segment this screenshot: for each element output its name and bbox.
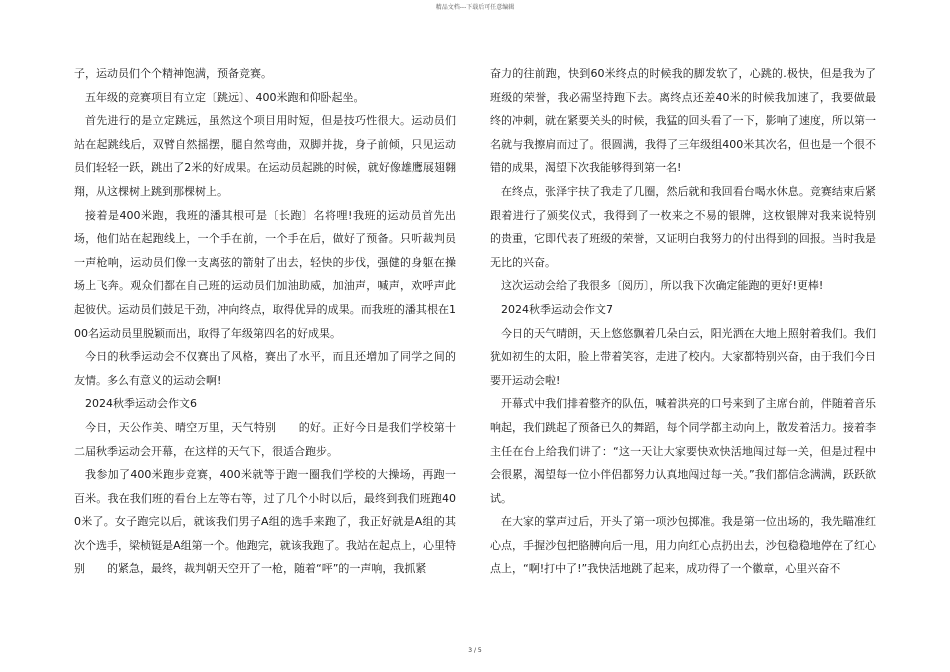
- paragraph: 在终点，张泽宇扶了我走了几圈，然后就和我回看台喝水休息。竞赛结束后紧跟着进行了颁奖仪式，我得到了一枚来之不易的银牌，这枚银牌对我来说特别 的贵重，它即代表了班级的荣誉，又证明白我努力的付出得到的回报。当时我是无比的兴奋。: [490, 184, 898, 269]
- page-number: 3 / 5: [468, 647, 482, 654]
- section-heading: 2024秋季运动会作文7: [501, 302, 613, 316]
- paragraph: 我参加了400米跑步竞赛，400米就等于跑一圈我们学校的大操场，再跑一百米。我在我们班的看台上左等右等，过了几个小时以后，最终到我们班跑400米了。女子跑完以后，就该我们男子A组的选手来跑了，我正好就是A组的其次个选手，梁桢铤是A组第一个。他跑完，就该我跑了。我站在起点上，心里特别 的紧急，最终，裁判朝天空开了一枪，随着“呯”的一声响，我抓紧: [74, 468, 456, 576]
- left-column: [74, 62, 456, 581]
- paragraph: 五年级的竞赛项目有立定〔跳远〕、400米跑和仰卧起坐。: [85, 90, 365, 104]
- page-header: 精品文档---下载后可任意编辑: [435, 4, 515, 11]
- paragraph: 今日，天公作美、晴空万里，天气特别 的好。正好今日是我们学校第十二届秋季运动会开幕，在这样的天气下，很适合跑步。: [74, 420, 456, 458]
- paragraph: 奋力的往前跑，快到60米终点的时候我的脚发软了，心跳的.极快，但是我为了班级的荣誉，我必需坚持跑下去。离终点还差40米的时候我加速了，我要做最终的冲刺，就在紧要关头的时候，我猛的回头看了一下，影响了速度，所以第一名就与我擦肩而过了。很圆满，我得了三年级组400米其次名，但也是一个很不错的成果，渴望下次我能够得到第一名!: [490, 67, 876, 175]
- right-column: [490, 62, 898, 581]
- paragraph: 子，运动员们个个精神饱满，预备竞赛。: [74, 67, 272, 80]
- paragraph: 今日的天气晴朗，天上悠悠飘着几朵白云，阳光洒在大地上照射着我们。我们犹如初生的太阳，脸上带着笑容，走进了校内。大家都特别兴奋，由于我们今日要开运动会啦!: [490, 326, 876, 387]
- paragraph: 首先进行的是立定跳远，虽然这个项目用时短，但是技巧性很大。运动员们站在起跳线后，双臂自然摇摆，腿自然弯曲，双脚并拢，身子前倾，只见运动员们轻轻一跃，跳出了2米的好成果。在运动员起跳的时候，就好像雄鹰展翅翱翔，从这棵树上跳到那棵树上。: [74, 114, 456, 198]
- paragraph: 今日的秋季运动会不仅赛出了风格，赛出了水平，而且还增加了同学之间的友情。多么有意义的运动会啊!: [74, 350, 456, 387]
- paragraph: 开幕式中我们排着整齐的队伍，喊着洪亮的口号来到了主席台前，伴随着音乐响起，我们跳起了预备已久的舞蹈，每个同学都主动向上，散发着活力。接着李主任在台上给我们讲了：“这一天让大家要快欢快活地闯过每一关，但是过程中会很累，渴望每一位小伴侣都努力认真地闯过每一关。”我们都信念满满，跃跃欲试。: [490, 397, 876, 505]
- paragraph: 在大家的掌声过后，开头了第一项沙包掷准。我是第一位出场的，我先瞄准红心点，手握沙包把胳膊向后一甩，用力向红心点扔出去，沙包稳稳地停在了红心点上，“啊!打中了!”我快活地跳了起来，成功得了一个徽章，心里兴奋不: [490, 515, 876, 576]
- paragraph: 这次运动会给了我很多〔阅历〕，所以我下次确定能跑的更好!更棒!: [501, 279, 824, 293]
- section-heading: 2024秋季运动会作文6: [85, 397, 197, 411]
- paragraph: 接着是400米跑，我班的潘其根可是〔长跑〕名将哩!我班的运动员首先出场，他们站在起跑线上，一个手在前，一个手在后，做好了预备。只听裁判员一声枪响，运动员们像一支离弦的箭射了出去，轻快的步伐，强健的身躯在操场上飞奔。观众们都在自己班的运动员们加油助威，加油声，喊声，欢呼声此起彼伏。运动员们鼓足干劲，冲向终点，取得优异的成果。而我班的潘其根在100名运动员里脱颖而出，取得了年级第四名的好成果。: [74, 208, 456, 340]
